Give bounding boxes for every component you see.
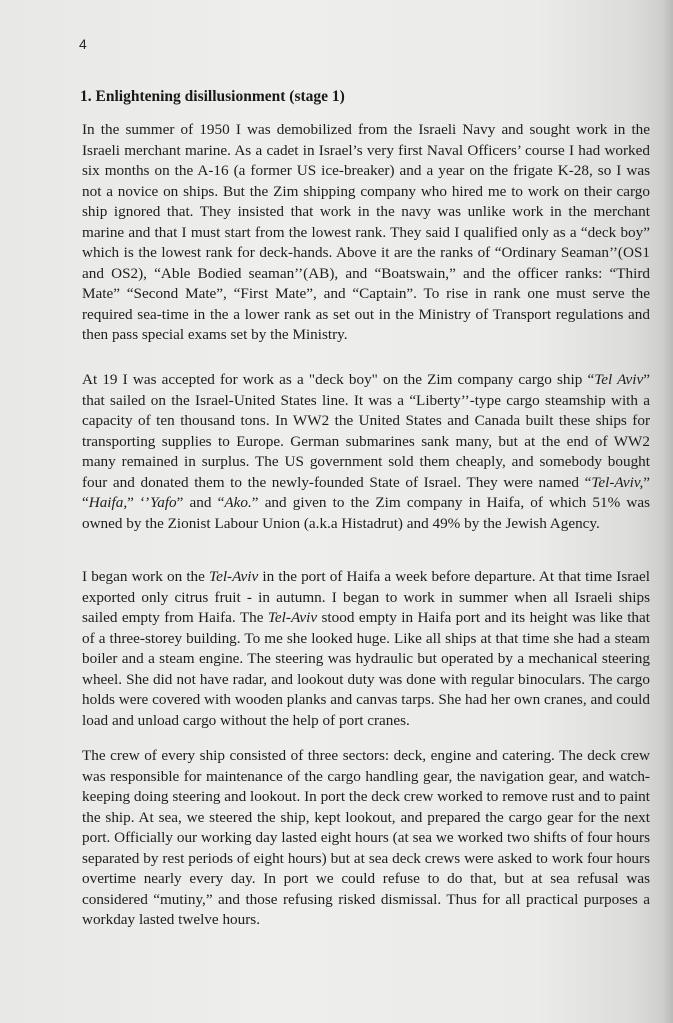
paragraph-1: In the summer of 1950 I was demobilized from the Israeli Navy and sought work in the Israeli merchant marine. As a cadet in Israel’s very first Naval Officers’ course I had worked six months on the A-16 (a former US ice-breaker) and a year on the frigate K-28, so I was not a novice on ships. But the Zim shipping company who hired me to work on their cargo ship ignored that. They insisted that work in the navy was unlike work in the merchant marine and that I must start from the lowest rank. They said I qualified only as a “deck boy” which is the lowest rank for deck-hands. Above it are the ranks of “Ordinary Seaman’’(OS1 and OS2), “Able Bodied seaman’’(AB), and “Boatswain,” and the officer ranks: “Third Mate” “Second Mate”, “First Mate”, and “Captain”. To rise in rank one must serve the required sea-time in the a lower rank as set out in the Ministry of Transport regulations and then pass special exams set by the Ministry. [82, 121, 650, 343]
paragraph-2 [82, 370, 650, 534]
paragraph-3-text: in the port of Haifa a week before departure. At that time Israel exported only citrus fruit - in autumn. I began to work in summer when all Israeli ships sailed empty from Haifa. The [82, 568, 650, 626]
ship-name-tel-aviv: Tel-Aviv, [591, 473, 644, 491]
paragraph-3 [82, 567, 650, 731]
paragraph-2-text: At 19 I was accepted for work as a "deck boy" on the Zim company cargo ship “ [82, 371, 595, 388]
paragraph-2-text: ” ‘’ [127, 494, 151, 511]
paragraph-2-text: ” “ [82, 473, 650, 511]
page-edge-shadow [663, 0, 673, 1023]
ship-name-haifa: Haifa, [88, 494, 128, 511]
ship-name-ako: Ako. [224, 494, 252, 511]
ship-name-tel-aviv: Tel-Aviv [209, 568, 259, 585]
paragraph-2-text: ” and “ [176, 494, 225, 511]
page-number: 4 [79, 36, 87, 52]
paragraph-2-text: ” and given to the Zim company in Haifa, of which 51% was owned by the Zionist Labour Union (a.k.a Histadrut) and 49% by the Jewish Agency. [82, 494, 650, 532]
section-heading: 1. Enlightening disillusionment (stage 1) [80, 88, 345, 105]
paragraph-4: The crew of every ship consisted of three sectors: deck, engine and catering. The deck crew was responsible for maintenance of the cargo handling gear, the navigation gear, and watch-keeping doing steering and lookout. In port the deck crew worked to remove rust and to paint the ship. At sea, we steered the ship, kept lookout, and prepared the cargo gear for the next port. Officially our working day lasted eight hours (at sea we worked two shifts of four hours separated by rest periods of eight hours) but at sea deck crews were asked to work four hours overtime nearly every day. In port we could refuse to do that, but at sea refusal was considered “mutiny,” and those refusing risked dismissal. Thus for all practical purposes a workday lasted twelve hours. [82, 747, 650, 928]
ship-name-yafo: Yafo [150, 494, 177, 511]
paragraph-3-text: stood empty in Haifa port and its height was like that of a three-storey building. To me she looked huge. Like all ships at that time she had a steam boiler and a steam engine. The steering was hydraulic but operated by a mechanical steering wheel. She did not have radar, and lookout duty was done with regular binoculars. The cargo holds were covered with wooden planks and canvas tarps. She had her own cranes, and could load and unload cargo without the help of port cranes. [82, 609, 650, 729]
ship-name-tel-aviv: Tel Aviv [594, 371, 644, 388]
paragraph-2-text: ” that sailed on the Israel-United States line. It was a “Liberty’’-type cargo steamship with a capacity of ten thousand tons. In WW2 the United States and Canada built these ships for transporting supplies to Europe. German submarines sank many, but at the end of WW2 many remained in surplus. The US government sold them cheaply, and somebody bought four and donated them to the newly-founded State of Israel. They were named “ [82, 371, 650, 491]
ship-name-tel-aviv: Tel-Aviv [267, 609, 318, 626]
paragraph-3-text: I began work on the [82, 568, 210, 585]
